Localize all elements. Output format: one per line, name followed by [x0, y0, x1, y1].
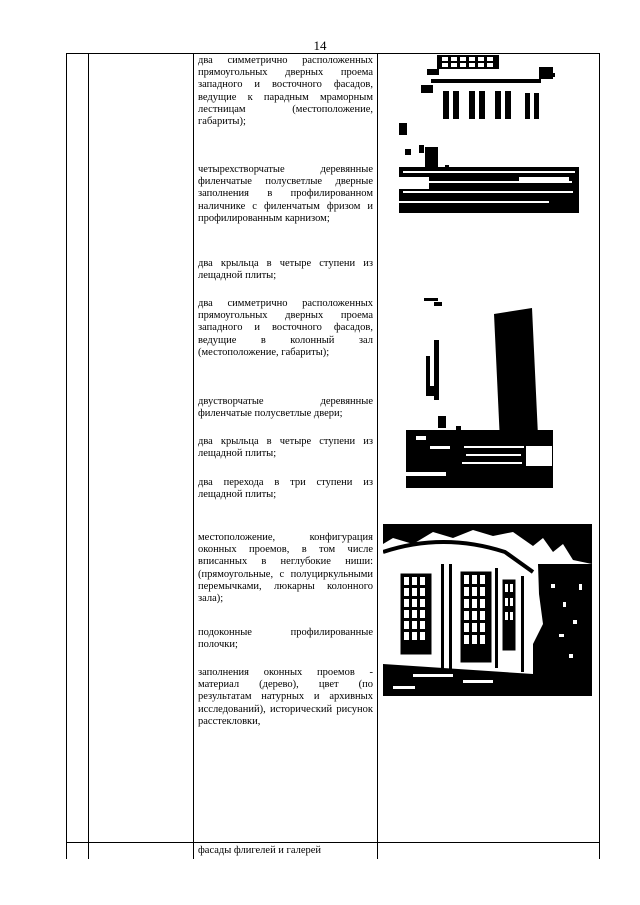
text-para-7: два перехода в три ступени из лещадной плиты;	[198, 477, 373, 501]
table-row-divider	[66, 842, 600, 843]
text-para-11: фасады флигелей и галерей	[198, 845, 322, 856]
text-para-3: два крыльца в четыре ступени из лещадной плиты;	[198, 258, 373, 282]
table-column-divider	[193, 53, 194, 859]
photo-doorway	[406, 296, 553, 488]
page-number: 14	[313, 38, 327, 53]
text-para-6: два крыльца в четыре ступени из лещадной плиты;	[198, 436, 373, 460]
table-border-right	[599, 53, 600, 859]
text-para-10: заполнения оконных проемов - материал (дерево), цвет (по результатам натурных и архивных исследований), исторический рисунок расстекловки,	[198, 667, 373, 727]
text-para-8: местоположение, конфигурация оконных проемов, в том числе вписанных в неглубокие ниши: (прямоугольные, с полуциркульными перемычками, люкарны колонного зала);	[198, 532, 373, 605]
text-para-1: два симметрично расположенных прямоугольных дверных проема западного и восточного фасадов, ведущие к парадным мраморным лестницам (местоположение, габариты);	[198, 55, 373, 128]
table-column-divider	[88, 53, 89, 859]
photo-entrance-stairs	[399, 55, 579, 213]
text-para-2: четырехстворчатые деревянные филенчатые полусветлые дверные заполнения в профилированном наличнике с филенчатым фризом и профилированным карнизом;	[198, 164, 373, 224]
table-column-divider	[377, 53, 378, 859]
text-para-9: подоконные профилированные полочки;	[198, 627, 373, 651]
table-border-left	[66, 53, 67, 859]
photo-rotunda-windows	[383, 524, 592, 696]
text-para-4: два симметрично расположенных прямоугольных дверных проема западного и восточного фасадов, ведущие в колонный зал (местоположение, габариты);	[198, 298, 373, 358]
table-border-top	[66, 53, 600, 54]
text-para-5: двустворчатые деревянные филенчатые полусветлые двери;	[198, 396, 373, 420]
